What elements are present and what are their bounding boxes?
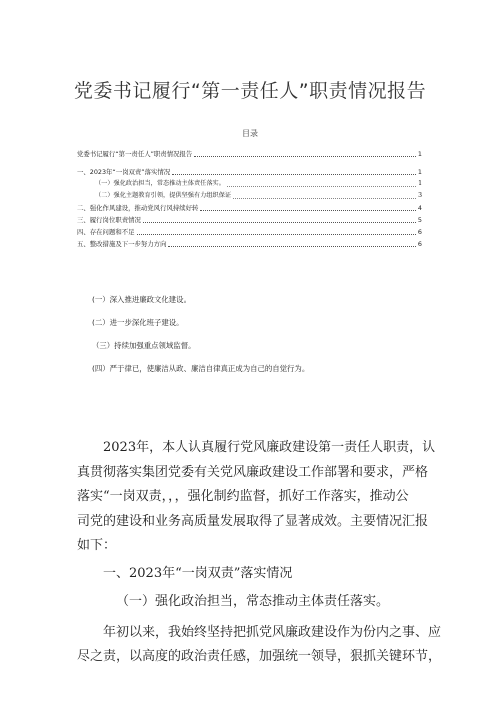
text-line: 真贯彻落实集团党委有关党风廉政建设工作部署和要求，严格 (77, 464, 429, 480)
table-of-contents (77, 148, 422, 250)
toc-entry-page: 5 (417, 216, 422, 224)
toc-leader-dots (194, 155, 416, 157)
toc-entry-page: 4 (417, 204, 422, 212)
text-line: 尽之责，以高度的政治责任感，加强统一领导，狠抓关键环节， (77, 649, 442, 664)
toc-entry[interactable] (77, 148, 422, 160)
toc-entry-label: 党委书记履行“第一责任人”职责情况报告 (77, 150, 193, 158)
toc-leader-dots (137, 233, 416, 235)
toc-leader-dots (168, 245, 415, 247)
toc-entry-page: 1 (417, 168, 422, 176)
toc-entry-label: （二）强化主题教育引领，提供坚强有力组织保证 (95, 192, 232, 199)
list-item: (四）严于律已，使廉洁从政、廉洁自律真正成为自己的自觉行为。 (92, 364, 310, 373)
list-item: (一）深入推进廉政文化建设。 (92, 295, 191, 304)
document-title: 党委书记履行“第一责任人”职责情况报告 (73, 80, 427, 102)
toc-entry[interactable] (77, 178, 422, 190)
toc-entry[interactable] (77, 226, 422, 238)
toc-leader-dots (233, 197, 416, 199)
text-line: 司党的建设和业务高质量发展取得了显著成效。主要情况汇报 (77, 513, 429, 529)
section-heading: 一、2023年“一岗双责”落实情况 (103, 565, 293, 581)
toc-entry-page: 3 (418, 192, 422, 199)
toc-entry-label: 一、2023年“一岗双责”落实情况 (77, 168, 171, 176)
list-item: (二）进一步深化班子建设。 (92, 318, 184, 327)
text-line: 如下： (77, 538, 117, 553)
toc-entry-label: 四、存在问题和不足 (77, 228, 135, 236)
toc-entry-label: 五、整改措施及下一步努力方向 (77, 240, 167, 248)
toc-entry-page: 1 (418, 180, 422, 187)
toc-entry-page: 6 (417, 228, 422, 236)
toc-leader-dots (143, 221, 416, 223)
toc-entry[interactable] (77, 238, 422, 250)
toc-entry-label: 三、履行岗位职责情况 (77, 216, 141, 224)
measures-list (92, 294, 412, 386)
toc-entry-page: 1 (417, 150, 422, 158)
text-line: 落实“一岗双责，，，强化制约监督，抓好工作落实，推动公 (77, 489, 409, 504)
report-body (77, 436, 442, 670)
toc-entry-label: 二、强化作风建设，推动党风行风持续好转 (77, 204, 199, 212)
toc-leader-dots (200, 209, 416, 211)
toc-entry-label: （一）强化政治担当，常态推动主体责任落实。 (95, 180, 225, 187)
toc-entry[interactable] (77, 166, 422, 178)
intro-paragraph (77, 436, 436, 559)
list-item: （三）持续加强重点领域监督。 (92, 341, 196, 350)
toc-entry[interactable] (77, 202, 422, 214)
toc-leader-dots (172, 173, 416, 175)
toc-entry[interactable] (77, 214, 422, 226)
body-paragraph (77, 621, 442, 670)
text-line: 2023年，本人认真履行党风廉政建设第一责任人职责，认 (103, 440, 436, 455)
toc-entry[interactable] (77, 190, 422, 202)
subsection-heading: （一）强化政治担当，常态推动主体责任落实。 (116, 593, 390, 609)
toc-entry-page: 6 (417, 240, 422, 248)
toc-leader-dots (227, 185, 416, 187)
text-line: 年初以来，我始终坚持把抓党风廉政建设作为份内之事、应 (103, 624, 442, 640)
toc-heading: 目录 (242, 129, 258, 138)
